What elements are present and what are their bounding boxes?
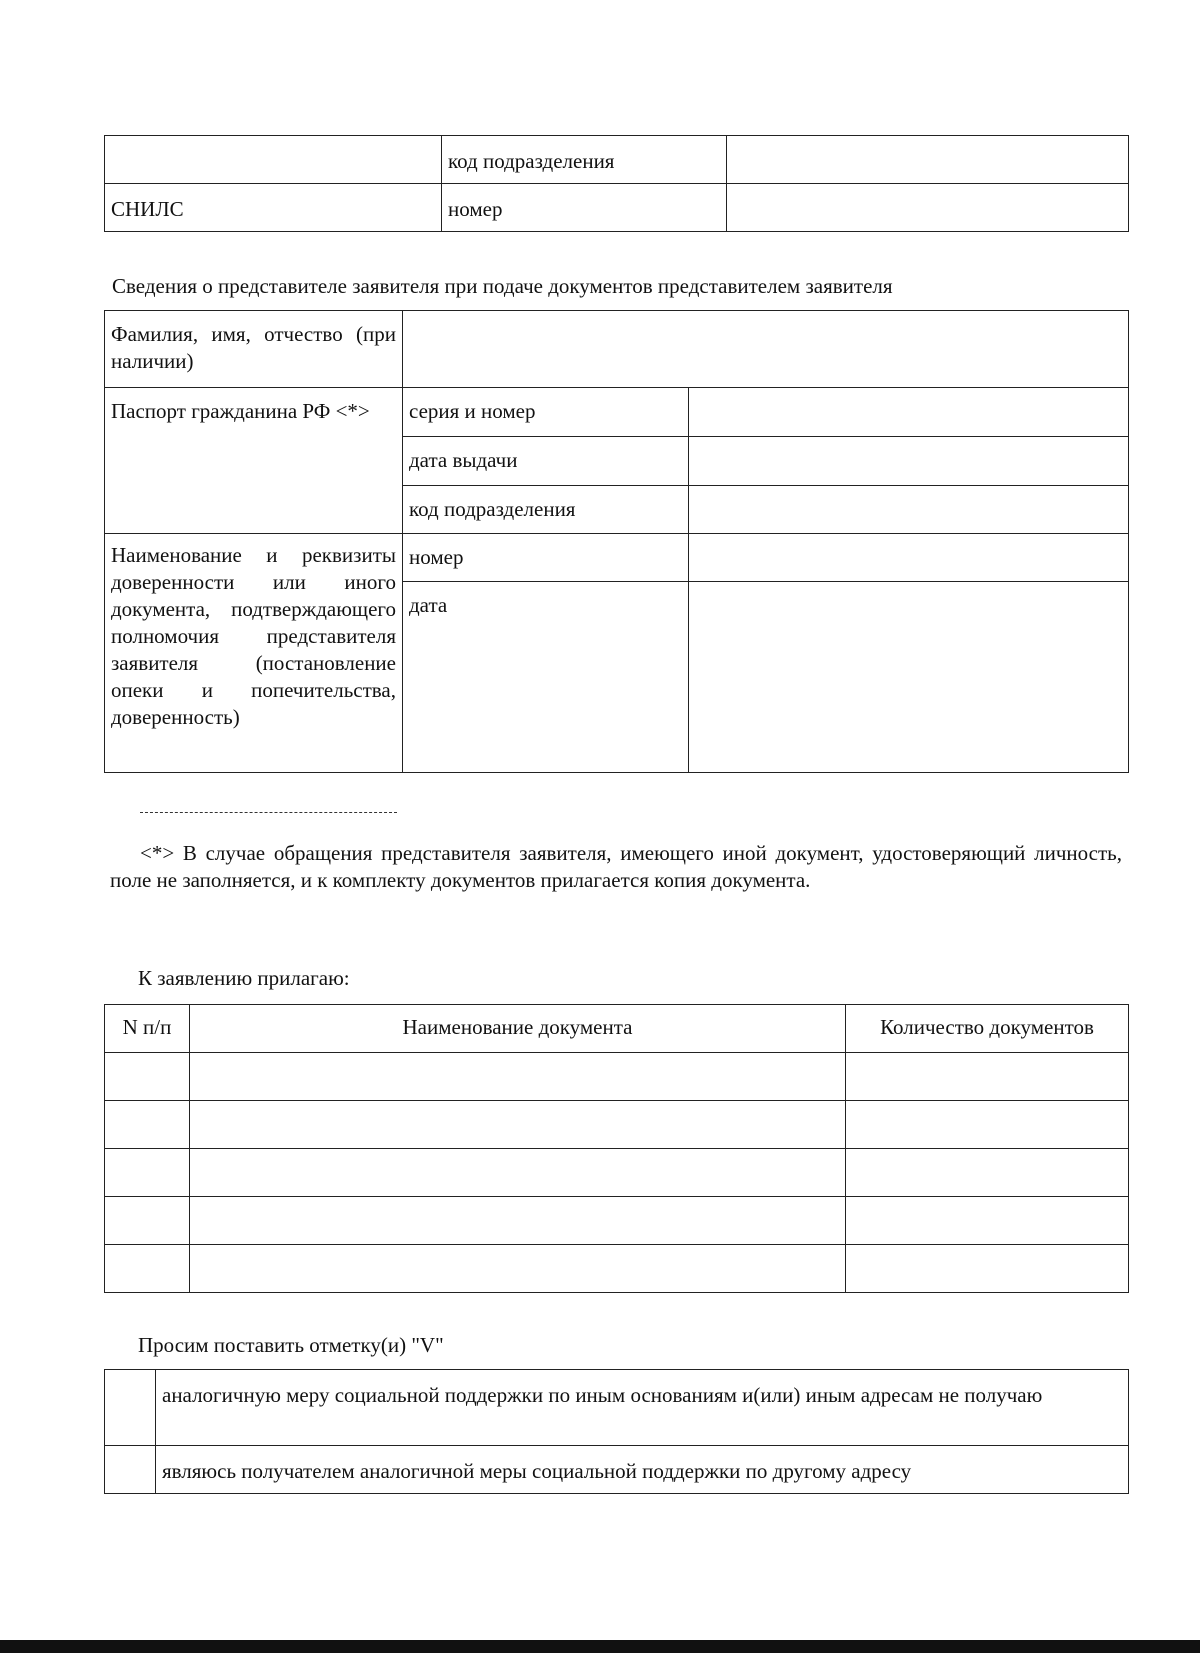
passport-code-value xyxy=(689,486,1129,534)
table-cell xyxy=(846,1197,1129,1245)
table-cell: СНИЛС xyxy=(105,184,442,232)
table-cell xyxy=(846,1149,1129,1197)
table-row xyxy=(105,1053,1129,1101)
mark-option-label: являюсь получателем аналогичной меры социальной поддержки по другому адресу xyxy=(156,1446,1129,1494)
table-cell xyxy=(727,184,1129,232)
table-cell xyxy=(846,1245,1129,1293)
marks-title: Просим поставить отметку(и) "V" xyxy=(138,1333,444,1357)
column-header-name: Наименование документа xyxy=(190,1005,846,1053)
table-cell xyxy=(190,1197,846,1245)
passport-label: Паспорт гражданина РФ <*> xyxy=(105,388,403,534)
table-cell xyxy=(190,1101,846,1149)
table-cell xyxy=(190,1053,846,1101)
column-header-number: N п/п xyxy=(105,1005,190,1053)
table-cell xyxy=(105,1149,190,1197)
table-row xyxy=(105,1245,1129,1293)
fio-value xyxy=(403,311,1129,388)
poa-date-value xyxy=(689,582,1129,773)
poa-label: Наименование и реквизиты доверенности или иного документа, подтверждающего полномочия представителя заявителя (постановление опеки и попечительства, доверенность) xyxy=(105,534,403,773)
mark-checkbox[interactable] xyxy=(105,1446,156,1494)
representative-section-title: Сведения о представителе заявителя при подаче документов представителем заявителя xyxy=(112,274,893,298)
fio-label: Фамилия, имя, отчество (при наличии) xyxy=(105,311,403,388)
mark-checkbox[interactable] xyxy=(105,1370,156,1446)
table-cell xyxy=(105,1197,190,1245)
attachments-table xyxy=(104,1004,1129,1293)
poa-number-value xyxy=(689,534,1129,582)
table-row xyxy=(105,1197,1129,1245)
passport-code-label: код подразделения xyxy=(403,486,689,534)
passport-date-value xyxy=(689,437,1129,486)
passport-series-label: серия и номер xyxy=(403,388,689,437)
attachments-title: К заявлению прилагаю: xyxy=(138,966,350,990)
table-header-row xyxy=(105,1005,1129,1053)
column-header-count: Количество документов xyxy=(846,1005,1129,1053)
applicant-id-table xyxy=(104,135,1129,232)
table-cell: код подразделения xyxy=(442,136,727,184)
footnote-text xyxy=(110,840,1122,894)
table-row xyxy=(105,534,1129,582)
table-cell xyxy=(105,1101,190,1149)
poa-number-label: номер xyxy=(403,534,689,582)
table-cell xyxy=(105,1053,190,1101)
passport-date-label: дата выдачи xyxy=(403,437,689,486)
table-row xyxy=(105,1149,1129,1197)
table-cell xyxy=(105,136,442,184)
representative-table xyxy=(104,310,1129,773)
table-cell xyxy=(105,1245,190,1293)
table-cell xyxy=(846,1053,1129,1101)
table-row xyxy=(105,184,1129,232)
marks-table xyxy=(104,1369,1129,1494)
scan-edge-bar xyxy=(0,1640,1200,1653)
table-row xyxy=(105,1446,1129,1494)
footnote-body: <*> В случае обращения представителя заявителя, имеющего иной документ, удостоверяющий личность, поле не заполняется, и к комплекту документов прилагается копия документа. xyxy=(110,841,1122,892)
table-cell xyxy=(727,136,1129,184)
table-cell xyxy=(846,1101,1129,1149)
table-row xyxy=(105,136,1129,184)
table-row xyxy=(105,1370,1129,1446)
footnote-separator xyxy=(140,812,397,813)
mark-option-label: аналогичную меру социальной поддержки по иным основаниям и(или) иным адресам не получаю xyxy=(156,1370,1129,1446)
table-cell xyxy=(190,1149,846,1197)
table-row xyxy=(105,388,1129,437)
table-row xyxy=(105,311,1129,388)
poa-date-label: дата xyxy=(403,582,689,773)
table-cell: номер xyxy=(442,184,727,232)
table-cell xyxy=(190,1245,846,1293)
passport-series-value xyxy=(689,388,1129,437)
table-row xyxy=(105,1101,1129,1149)
